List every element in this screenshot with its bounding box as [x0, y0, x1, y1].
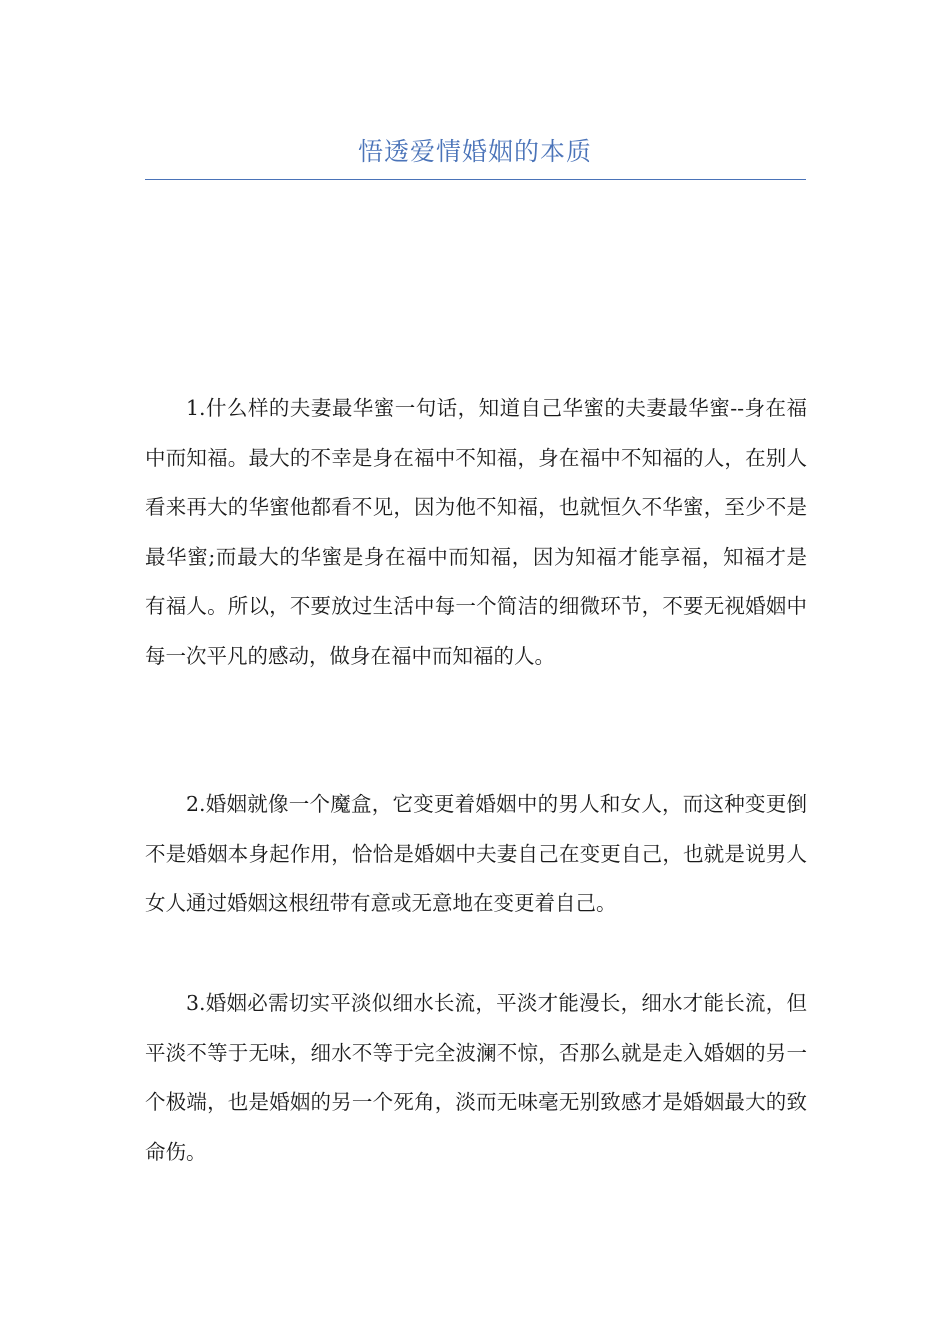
paragraph-2: 2.婚姻就像一个魔盒，它变更着婚姻中的男人和女人，而这种变更倒不是婚姻本身起作用，恰恰是婚姻中夫妻自己在变更自己，也就是说男人女人通过婚姻这根纽带有意或无意地在变更着自己。	[145, 792, 807, 915]
paragraph-3: 3.婚姻必需切实平淡似细水长流，平淡才能漫长，细水才能长流，但平淡不等于无味，细水不等于完全波澜不惊，否那么就是走入婚姻的另一个极端，也是婚姻的另一个死角，淡而无味毫无别致感才是婚姻最大的致命伤。	[145, 991, 807, 1164]
document-title: 悟透爱情婚姻的本质	[357, 137, 592, 166]
paragraph-1: 1.什么样的夫妻最华蜜一句话，知道自己华蜜的夫妻最华蜜--身在福中而知福。最大的不幸是身在福中不知福，身在福中不知福的人，在别人看来再大的华蜜他都看不见，因为他不知福，也就恒久不华蜜，至少不是最华蜜;而最大的华蜜是身在福中而知福，因为知福才能享福，知福才是有福人。所以，不要放过生活中每一个简洁的细微环节，不要无视婚姻中每一次平凡的感动，做身在福中而知福的人。	[145, 396, 807, 668]
title-underline	[145, 179, 806, 180]
